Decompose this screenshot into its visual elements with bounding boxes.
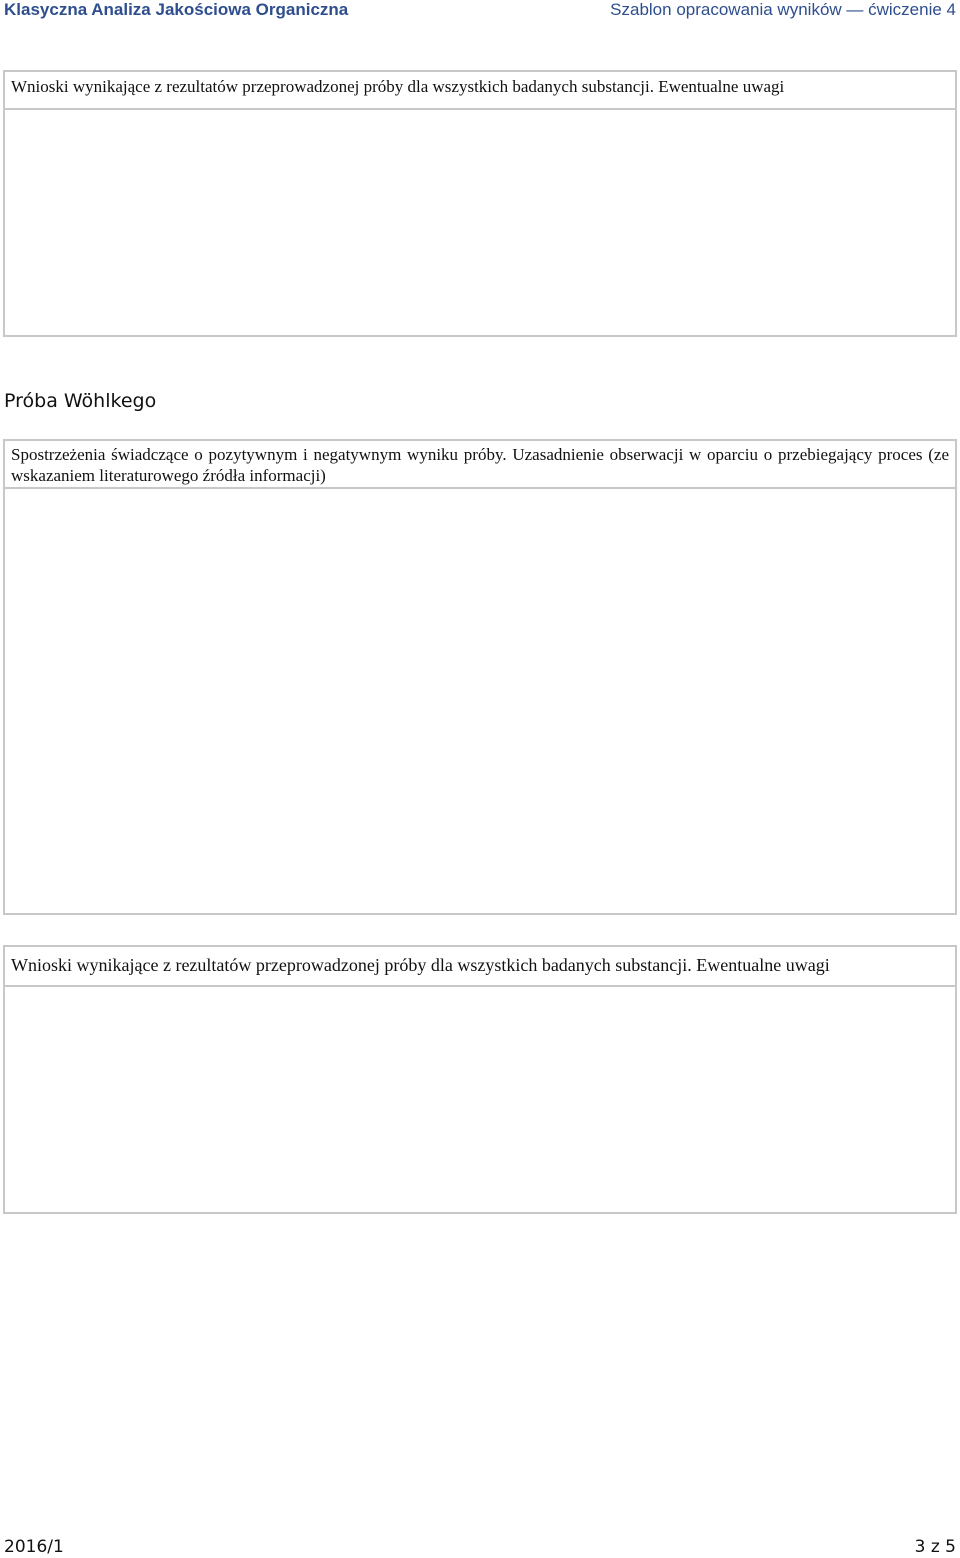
header-template-title: Szablon opracowania wyników — ćwiczenie 4 (610, 0, 956, 19)
observations-answer-area[interactable] (3, 487, 957, 915)
conclusions-answer-area-1[interactable] (3, 108, 957, 337)
conclusions-answer-area-2[interactable] (3, 985, 957, 1214)
header-course-title: Klasyczna Analiza Jakościowa Organiczna (4, 0, 349, 19)
conclusions-label-2: Wnioski wynikające z rezultatów przeprowadzonej próby dla wszystkich badanych substancji. Ewentualne uwagi (3, 945, 957, 987)
conclusions-label-1: Wnioski wynikające z rezultatów przeprowadzonej próby dla wszystkich badanych substancji. Ewentualne uwagi (3, 70, 957, 110)
observations-label: Spostrzeżenia świadczące o pozytywnym i negatywnym wyniku próby. Uzasadnienie obserwacji w oparciu o przebiegający proces (ze wskazaniem literaturowego źródła informacji) (3, 439, 957, 489)
footer-page-number: 3 z 5 (914, 1537, 956, 1557)
footer-edition: 2016/1 (4, 1537, 64, 1557)
section-title: Próba Wöhlkego (4, 390, 157, 412)
page-header (0, 0, 960, 20)
